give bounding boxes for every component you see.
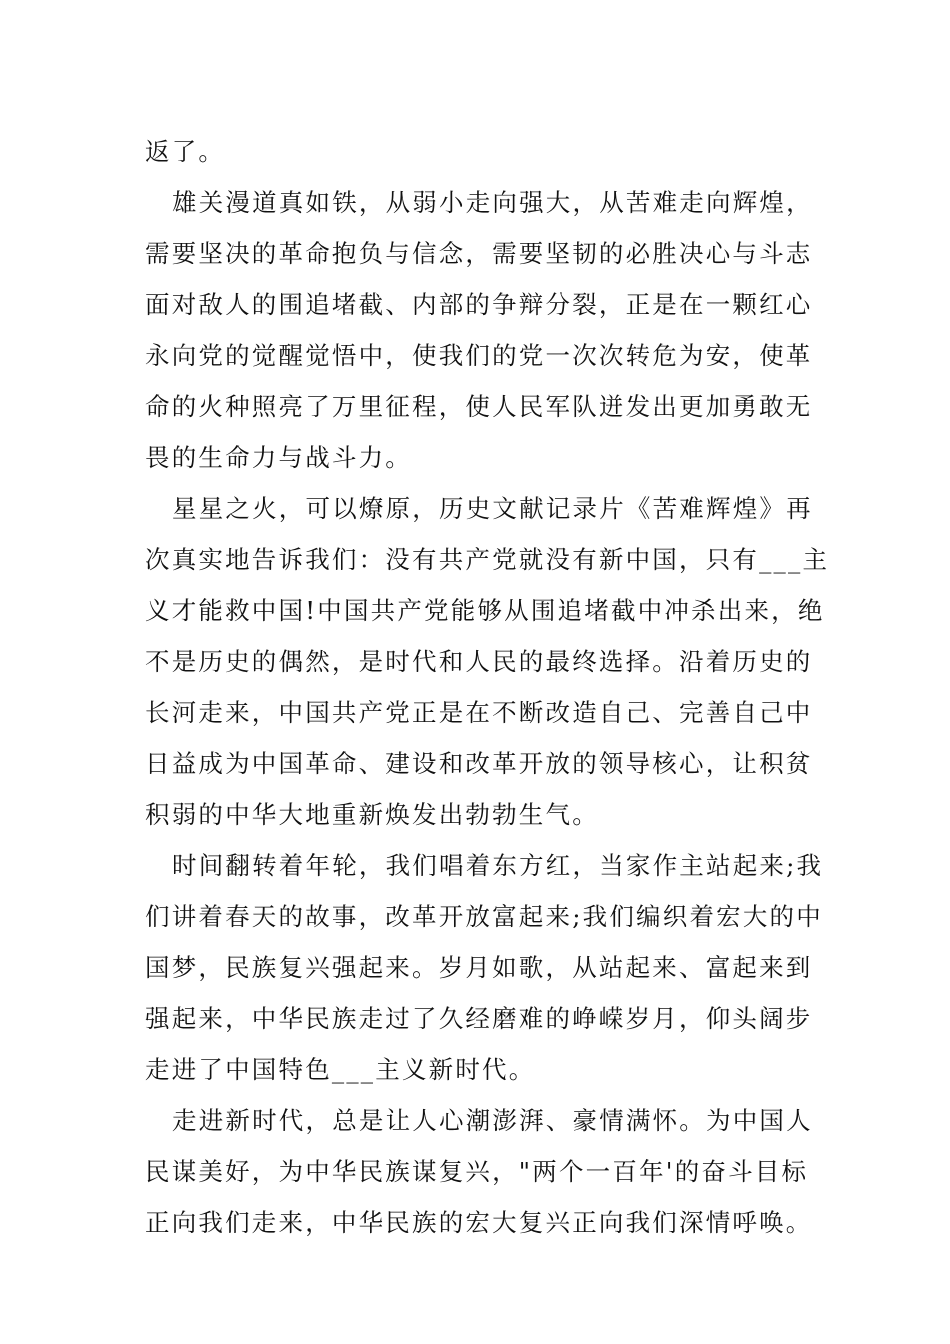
text-line: 长河走来，中国共产党正是在不断改造自己、完善自己中 <box>145 698 813 727</box>
text-line: 义才能救中国!中国共产党能够从围追堵截中冲杀出来，绝 <box>145 596 825 625</box>
document-body <box>145 126 830 1248</box>
text-line: 雄关漫道真如铁，从弱小走向强大，从苦难走向辉煌， <box>172 188 813 217</box>
text-line: 正向我们走来，中华民族的宏大复兴正向我们深情呼唤。 <box>145 1208 813 1237</box>
paragraph-3 <box>145 840 824 1095</box>
text-line: 民谋美好，为中华民族谋复兴，"两个一百年'的奋斗目标 <box>145 1157 809 1186</box>
text-line: 返了。 <box>145 137 226 166</box>
text-line: 需要坚决的革命抱负与信念，需要坚韧的必胜决心与斗志 <box>145 239 813 268</box>
text-line: 们讲着春天的故事，改革开放富起来;我们编织着宏大的中 <box>145 902 823 931</box>
text-line: 次真实地告诉我们：没有共产党就没有新中国，只有___主 <box>145 545 830 574</box>
text-line: 命的火种照亮了万里征程，使人民军队迸发出更加勇敢无 <box>145 392 813 421</box>
paragraph-4 <box>145 1095 813 1248</box>
text-line: 日益成为中国革命、建设和改革开放的领导核心，让积贫 <box>145 749 813 778</box>
text-line: 走进新时代，总是让人心潮澎湃、豪情满怀。为中国人 <box>172 1106 813 1135</box>
text-line: 国梦，民族复兴强起来。岁月如歌，从站起来、富起来到 <box>145 953 813 982</box>
text-line: 积弱的中华大地重新焕发出勃勃生气。 <box>145 800 599 829</box>
paragraph-0 <box>145 126 809 177</box>
text-line: 强起来，中华民族走过了久经磨难的峥嵘岁月，仰头阔步 <box>145 1004 813 1033</box>
text-line: 面对敌人的围追堵截、内部的争辩分裂，正是在一颗红心 <box>145 290 813 319</box>
text-line: 星星之火，可以燎原，历史文献记录片《苦难辉煌》再 <box>172 494 813 523</box>
paragraph-1 <box>145 177 813 483</box>
text-line: 畏的生命力与战斗力。 <box>145 443 412 472</box>
text-line: 时间翻转着年轮，我们唱着东方红，当家作主站起来;我 <box>172 851 824 880</box>
text-line: 走进了中国特色___主义新时代。 <box>145 1055 536 1084</box>
text-line: 永向党的觉醒觉悟中，使我们的党一次次转危为安，使革 <box>145 341 813 370</box>
text-line: 不是历史的偶然，是时代和人民的最终选择。沿着历史的 <box>145 647 813 676</box>
paragraph-2 <box>145 483 830 840</box>
